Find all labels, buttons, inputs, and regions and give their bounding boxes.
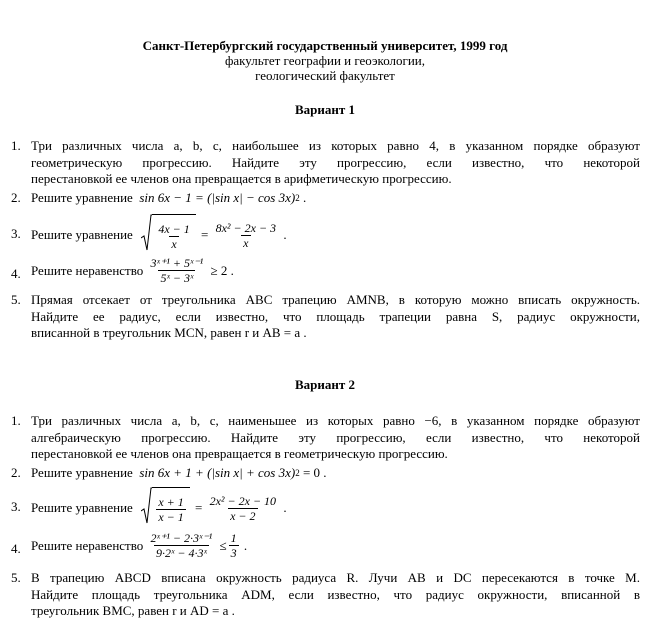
v1-problem-3: 3. Решите уравнение $\frac{4x - 1}{x}$ = $\frac{\text{8x² − 2x − 3}}{x}$ . <box>11 214 640 254</box>
problem-suffix: . <box>230 262 234 278</box>
problem-suffix: . <box>283 500 287 515</box>
problem-suffix: . <box>283 227 287 242</box>
problem-line: В трапецию ABCD вписана окружность радиуса R. Лучи AB и DC пересекаются в точке M. <box>31 570 640 585</box>
problem-line: треугольник BMC, равен r и AD = a . <box>31 603 235 618</box>
problem-line: алгебраическую прогрессию. Найдите эту прогрессию, если известно, что некоторой <box>31 429 640 445</box>
problem-number: 3. <box>11 499 21 514</box>
fraction-numerator: 2ˣ⁺¹ − 2·3ˣ⁻¹ <box>150 531 213 545</box>
fraction-denominator: 9·2ˣ − 4·3ˣ <box>155 546 207 560</box>
problem-prefix: Решите уравнение <box>31 465 133 480</box>
faculty-line-1: факультет географии и геоэкологии, <box>224 53 426 68</box>
problem-number: 4. <box>11 541 21 556</box>
problem-number: 5. <box>11 570 21 585</box>
v1-problem-2: 2. Решите уравнение sin 6x − 1 = (|sin x| − cos 3x) 2 . <box>11 190 307 205</box>
problem-suffix: . <box>302 190 307 205</box>
rhs-numerator: 8x² − 2x − 3 <box>215 220 277 235</box>
rhs-denominator: 3 <box>230 546 237 560</box>
variant-2-title: Вариант 2 <box>294 377 356 392</box>
variant-1-title: Вариант 1 <box>294 102 356 117</box>
v1-problem-4 <box>11 256 640 292</box>
problem-number: 3. <box>11 226 21 241</box>
sqrt-denominator: x − 1 <box>158 509 184 524</box>
problem-line: Три различных числа a, b, c, наибольшее из которых равно 4, в указанном порядке образуют <box>31 138 640 153</box>
sqrt-numerator: 4x − 1 <box>158 221 190 236</box>
problem-line: Найдите ее радиус, если известно, что площадь трапеции равна S, радиус окружности, <box>31 308 640 324</box>
problem-number: 4. <box>11 266 21 281</box>
problem-number: 1. <box>11 138 21 153</box>
problem-line: Прямая отсекает от треугольника ABC трапецию AMNB, в которую можно вписать окружность. <box>31 292 640 307</box>
problem-number: 2. <box>11 190 21 205</box>
equation-formula: sin 6x − 1 = (|sin x| − cos 3x) <box>139 190 296 205</box>
sqrt-denominator: x <box>171 236 177 251</box>
inequality-relation: ≤ <box>219 537 227 553</box>
fraction-denominator: 5ˣ − 3ˣ <box>160 271 194 285</box>
problem-prefix: Решите неравенство <box>31 537 144 553</box>
problem-suffix: = 0 . <box>302 465 327 480</box>
rhs-denominator: x <box>243 235 249 250</box>
problem-prefix: Решите уравнение <box>31 190 133 205</box>
fraction-numerator: 3ˣ⁺¹ + 5ˣ⁻¹ <box>150 256 204 270</box>
problem-number: 2. <box>11 465 21 480</box>
problem-number: 5. <box>11 292 21 307</box>
v2-problem-2: 2. Решите уравнение sin 6x + 1 + (|sin x| + cos 3x) 2 = 0 . <box>11 465 327 480</box>
rhs-denominator: x − 2 <box>230 508 256 523</box>
faculty-line-2: геологический факультет <box>255 68 395 83</box>
square-root <box>141 214 195 256</box>
sqrt-numerator: x + 1 <box>158 494 184 509</box>
inequality-relation: ≥ 2 <box>210 262 228 278</box>
problem-line: Найдите площадь треугольника ADM, если известно, что радиус окружности, вписанной в <box>31 586 640 602</box>
square-root <box>141 487 189 529</box>
problem-suffix: . <box>243 537 248 553</box>
v2-problem-4 <box>11 531 640 567</box>
problem-prefix: Решите уравнение <box>31 227 133 242</box>
equation-formula: sin 6x + 1 + (|sin x| + cos 3x) <box>139 465 296 480</box>
document-title: Санкт-Петербургский государственный университет, 1999 год <box>142 38 508 53</box>
v2-problem-3: 3. Решите уравнение $\frac{x + 1}{x - 1}$ = $\frac{\text{2x² − 2x − 10}}{x - 2}$ . <box>11 487 640 527</box>
problem-number: 1. <box>11 413 21 428</box>
problem-prefix: Решите уравнение <box>31 500 133 515</box>
problem-prefix: Решите неравенство <box>31 262 144 278</box>
rhs-numerator: 1 <box>230 531 237 545</box>
problem-line: Три различных числа a, b, c, наименьшее из которых равно −6, в указанном порядке образуют <box>31 413 640 428</box>
rhs-numerator: 2x² − 2x − 10 <box>209 493 277 508</box>
problem-line: вписанной в треугольник MCN, равен r и AB = a . <box>31 325 307 340</box>
problem-line: перестановкой ее членов она превращается в арифметическую прогрессию. <box>31 171 452 186</box>
problem-line: перестановкой ее членов она превращается в геометрическую прогрессию. <box>31 446 448 461</box>
problem-line: геометрическую прогрессию. Найдите эту прогрессию, если известно, что некоторой <box>31 154 640 170</box>
